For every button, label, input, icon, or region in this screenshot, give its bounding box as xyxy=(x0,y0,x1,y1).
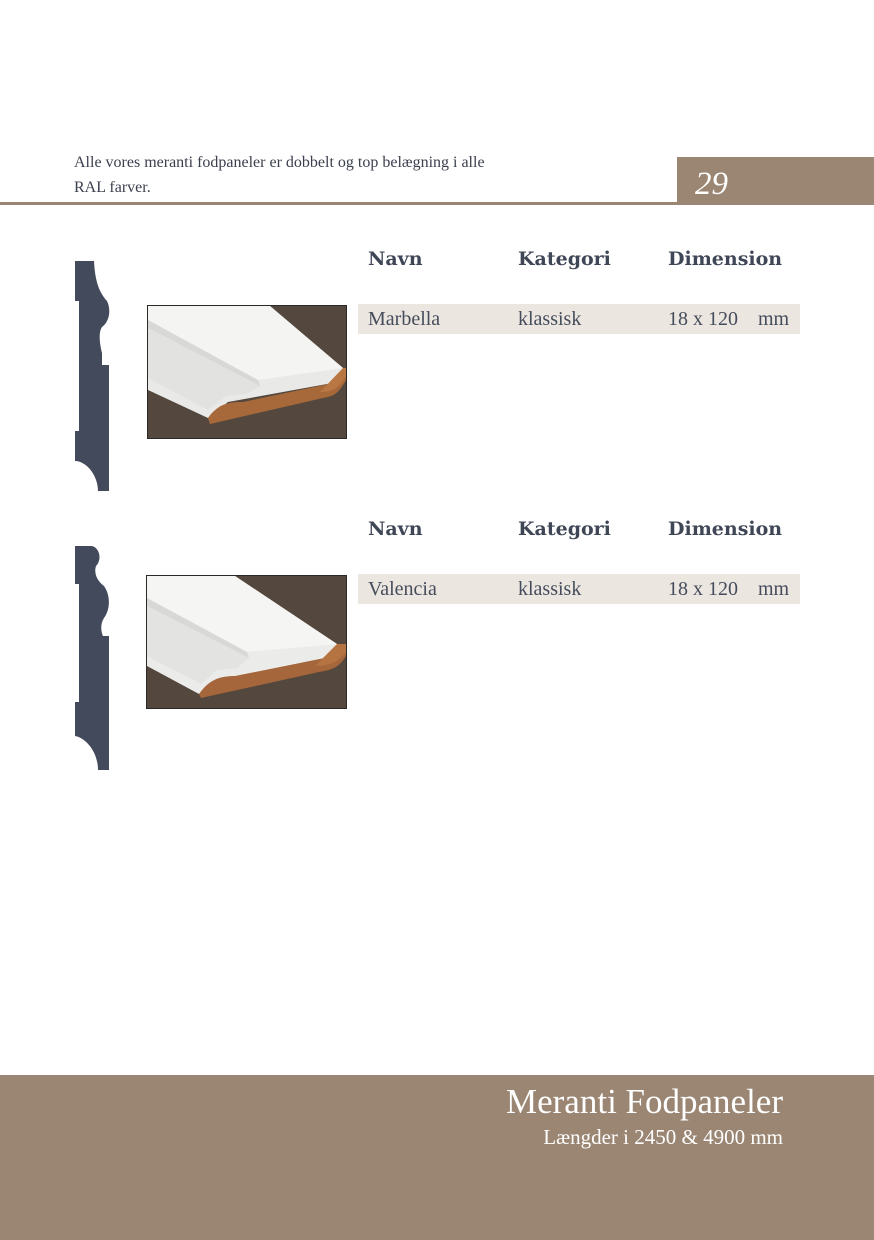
intro-text xyxy=(74,150,594,200)
footer-title: Meranti Fodpaneler xyxy=(506,1082,783,1121)
product-name: Marbella xyxy=(368,308,441,330)
footer-band xyxy=(0,1075,874,1240)
valencia-profile-icon xyxy=(74,546,110,770)
marbella-profile-icon xyxy=(74,261,110,491)
header-rule xyxy=(0,202,874,205)
product-category: klassisk xyxy=(518,308,582,330)
product-marbella xyxy=(0,248,874,508)
column-header-name: Navn xyxy=(368,248,423,270)
product-name: Valencia xyxy=(368,578,437,600)
product-dimension: 18 x 120 xyxy=(668,308,738,330)
column-header-category: Kategori xyxy=(518,248,611,270)
table-row xyxy=(358,304,800,334)
valencia-photo-image xyxy=(147,576,346,708)
valencia-photo xyxy=(146,575,347,709)
product-category: klassisk xyxy=(518,578,582,600)
product-unit: mm xyxy=(758,308,790,330)
table-row xyxy=(358,574,800,604)
column-header-category: Kategori xyxy=(518,518,611,540)
intro-line-2: RAL farver. xyxy=(74,179,151,196)
product-dimension: 18 x 120 xyxy=(668,578,738,600)
product-unit: mm xyxy=(758,578,790,600)
marbella-photo xyxy=(147,305,347,439)
footer-subtitle: Længder i 2450 & 4900 mm xyxy=(543,1125,783,1149)
column-header-dimension: Dimension xyxy=(668,248,783,270)
column-header-name: Navn xyxy=(368,518,423,540)
column-header-dimension: Dimension xyxy=(668,518,783,540)
product-valencia xyxy=(0,518,874,778)
marbella-photo-image xyxy=(148,306,346,438)
intro-line-1: Alle vores meranti fodpaneler er dobbelt og top belægning i alle xyxy=(74,154,485,171)
page-number: 29 xyxy=(695,166,728,202)
